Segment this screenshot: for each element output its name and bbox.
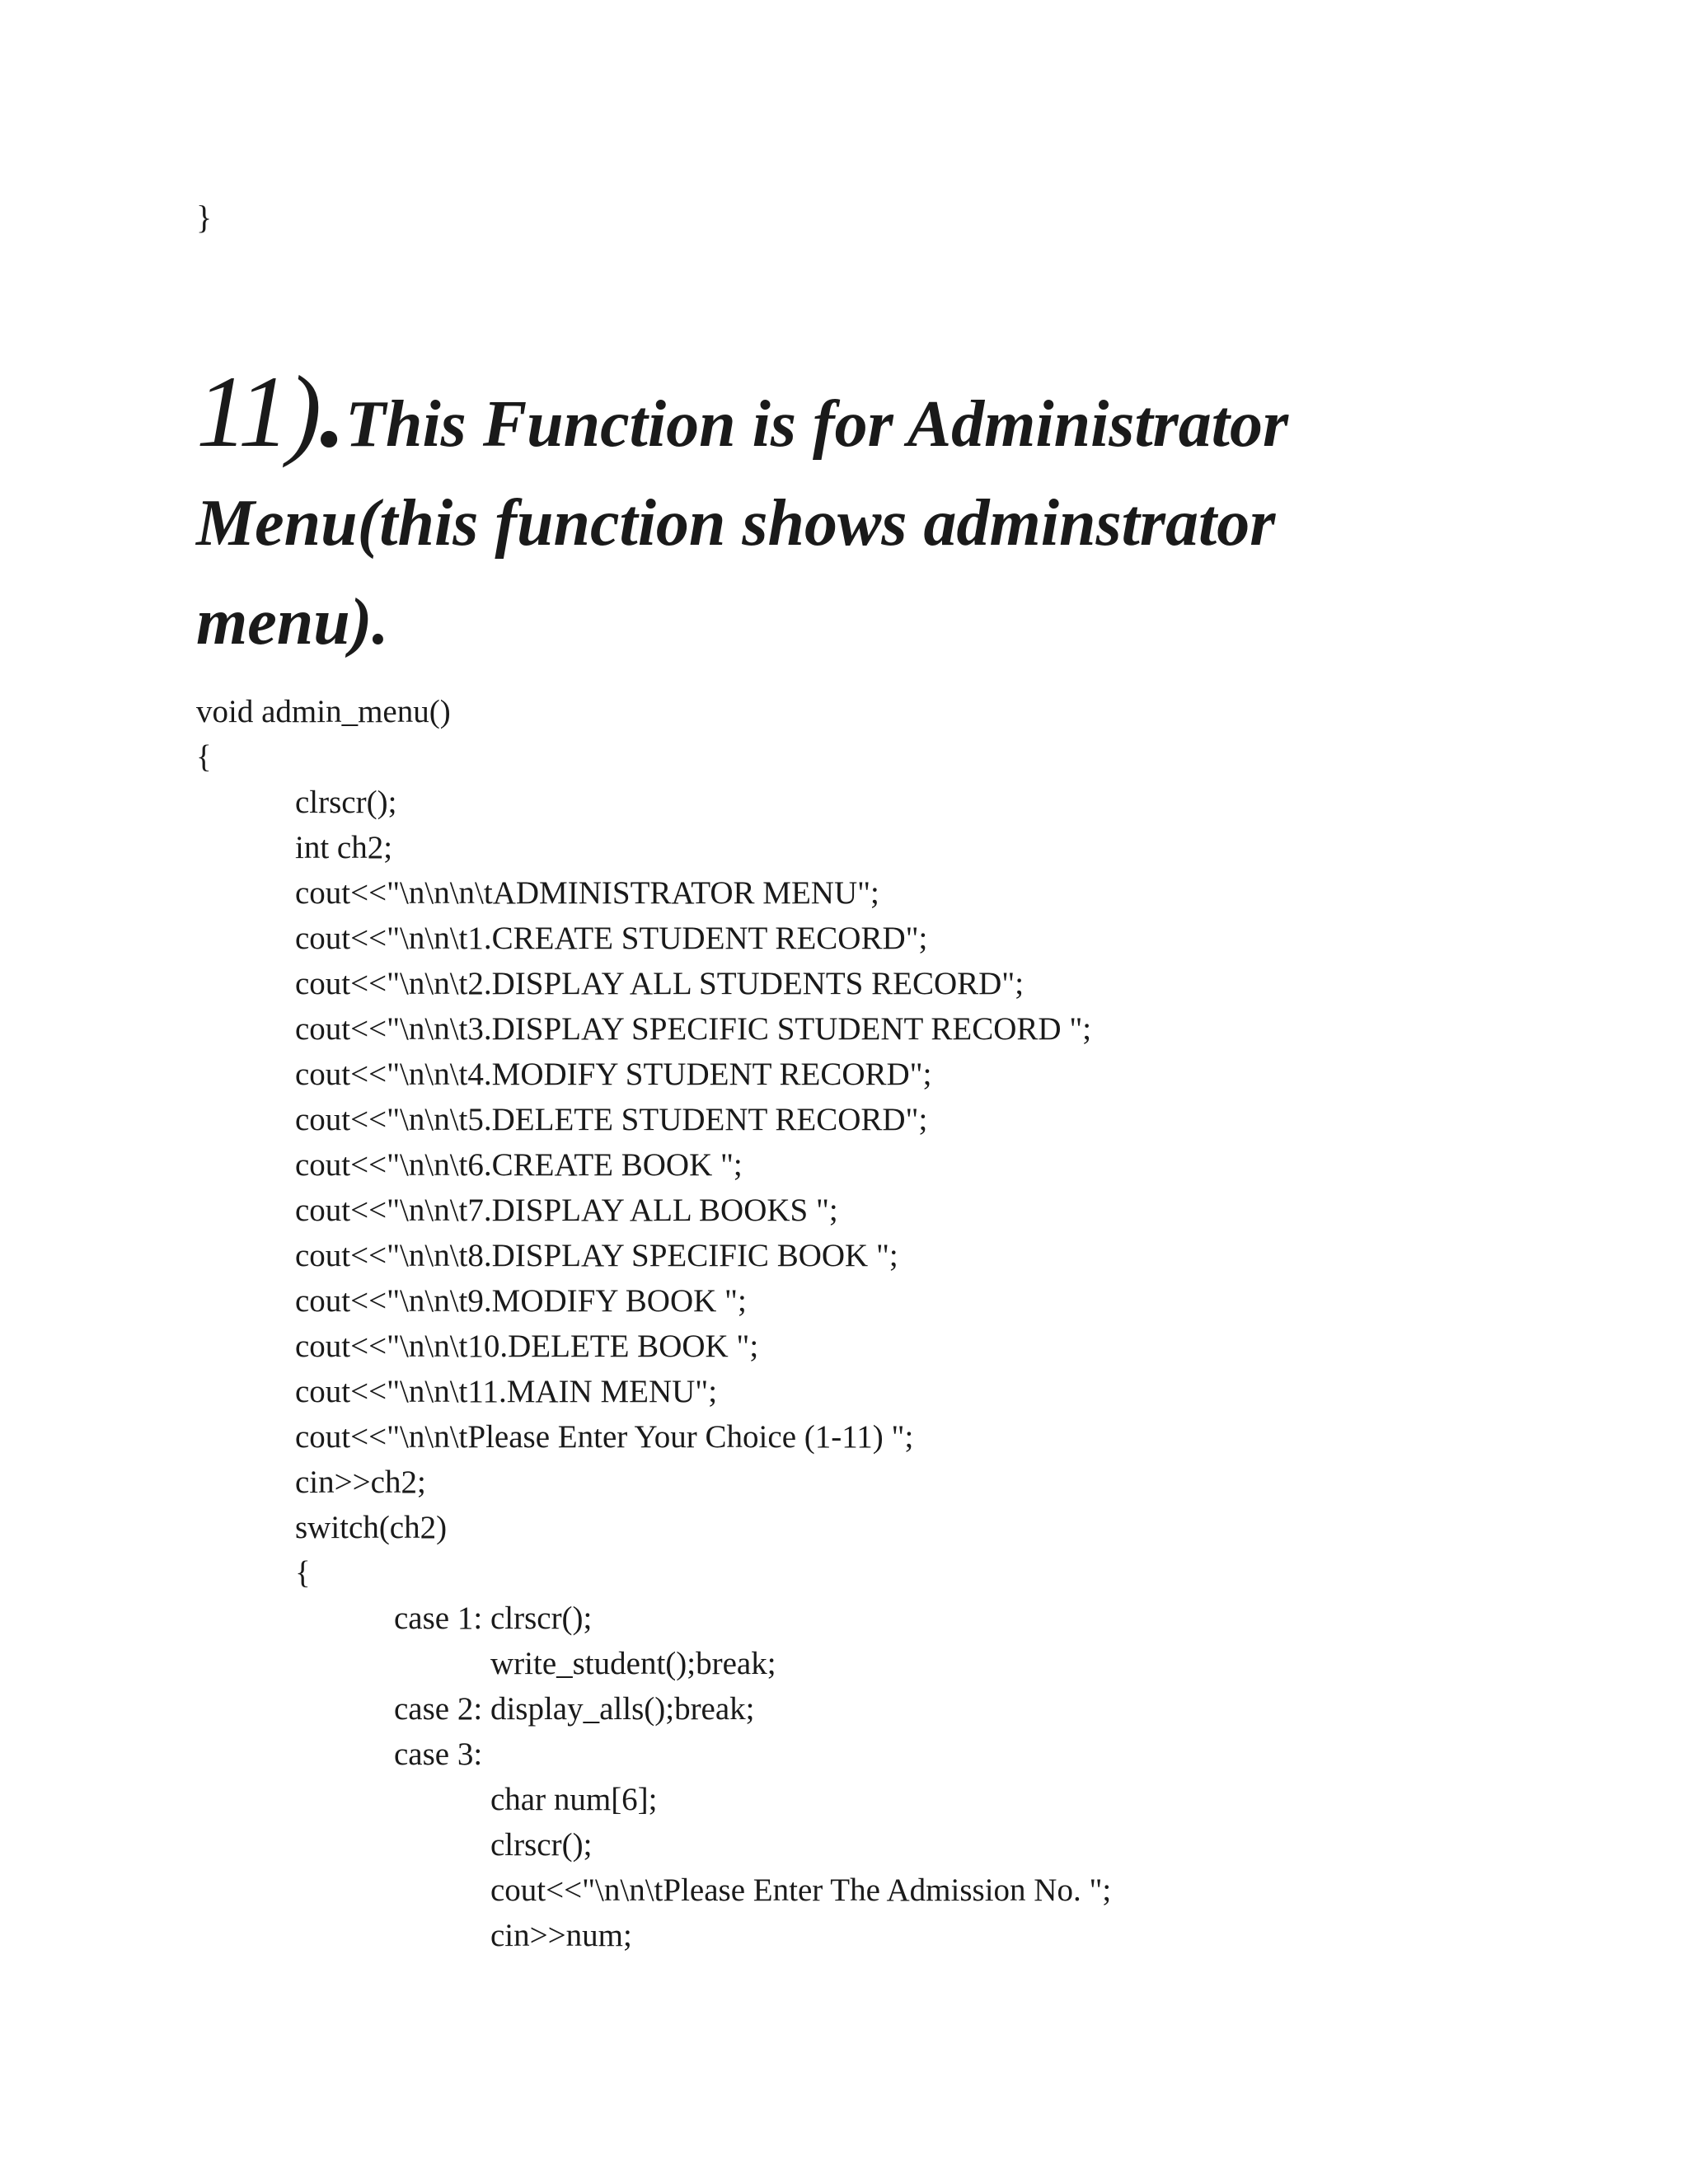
code-line: write_student();break; [490,1646,776,1681]
code-line-switch-open-brace: { [295,1555,311,1591]
code-line-open-brace: { [196,739,212,775]
code-line-switch: switch(ch2) [295,1510,448,1545]
code-line: cout<<"\n\n\t7.DISPLAY ALL BOOKS "; [295,1193,838,1228]
code-line: int ch2; [295,830,393,865]
code-line: cout<<"\n\n\t10.DELETE BOOK "; [295,1329,759,1364]
code-line-function-signature: void admin_menu() [196,694,451,729]
code-line: cout<<"\n\n\t11.MAIN MENU"; [295,1374,718,1409]
code-line-case: case 1: clrscr(); [394,1601,593,1636]
code-line: cout<<"\n\n\t8.DISPLAY SPECIFIC BOOK "; [295,1238,898,1273]
code-block [196,689,1111,1958]
code-line: cout<<"\n\n\t3.DISPLAY SPECIFIC STUDENT RECORD "; [295,1011,1092,1047]
code-line: cout<<"\n\n\t1.CREATE STUDENT RECORD"; [295,921,928,956]
code-line: clrscr(); [490,1827,593,1863]
code-line-case: case 3: [394,1736,483,1772]
code-line: cout<<"\n\n\tPlease Enter The Admission No. "; [490,1872,1112,1908]
section-title-line3: menu). [196,586,389,658]
code-line: cout<<"\n\n\t2.DISPLAY ALL STUDENTS RECORD"; [295,966,1025,1001]
section-heading [196,355,1597,672]
code-line: cout<<"\n\n\n\tADMINISTRATOR MENU"; [295,875,879,911]
section-number-dot: . [320,355,346,468]
code-line: cout<<"\n\n\tPlease Enter Your Choice (1-11) "; [295,1419,914,1455]
code-line-case: case 2: display_alls();break; [394,1691,755,1727]
code-line: cout<<"\n\n\t5.DELETE STUDENT RECORD"; [295,1102,928,1137]
section-number: 11) [196,355,321,468]
section-title-line2: Menu(this function shows adminstrator [196,487,1276,560]
closing-brace: } [196,199,213,236]
code-line: cin>>num; [490,1918,632,1953]
code-line: char num[6]; [490,1782,658,1817]
section-title-line1: This Function is for Administrator [345,388,1289,461]
code-line: cout<<"\n\n\t9.MODIFY BOOK "; [295,1283,747,1319]
code-line: clrscr(); [295,785,397,820]
code-line: cin>>ch2; [295,1465,426,1500]
code-line: cout<<"\n\n\t4.MODIFY STUDENT RECORD"; [295,1057,932,1092]
code-line: cout<<"\n\n\t6.CREATE BOOK "; [295,1147,743,1183]
